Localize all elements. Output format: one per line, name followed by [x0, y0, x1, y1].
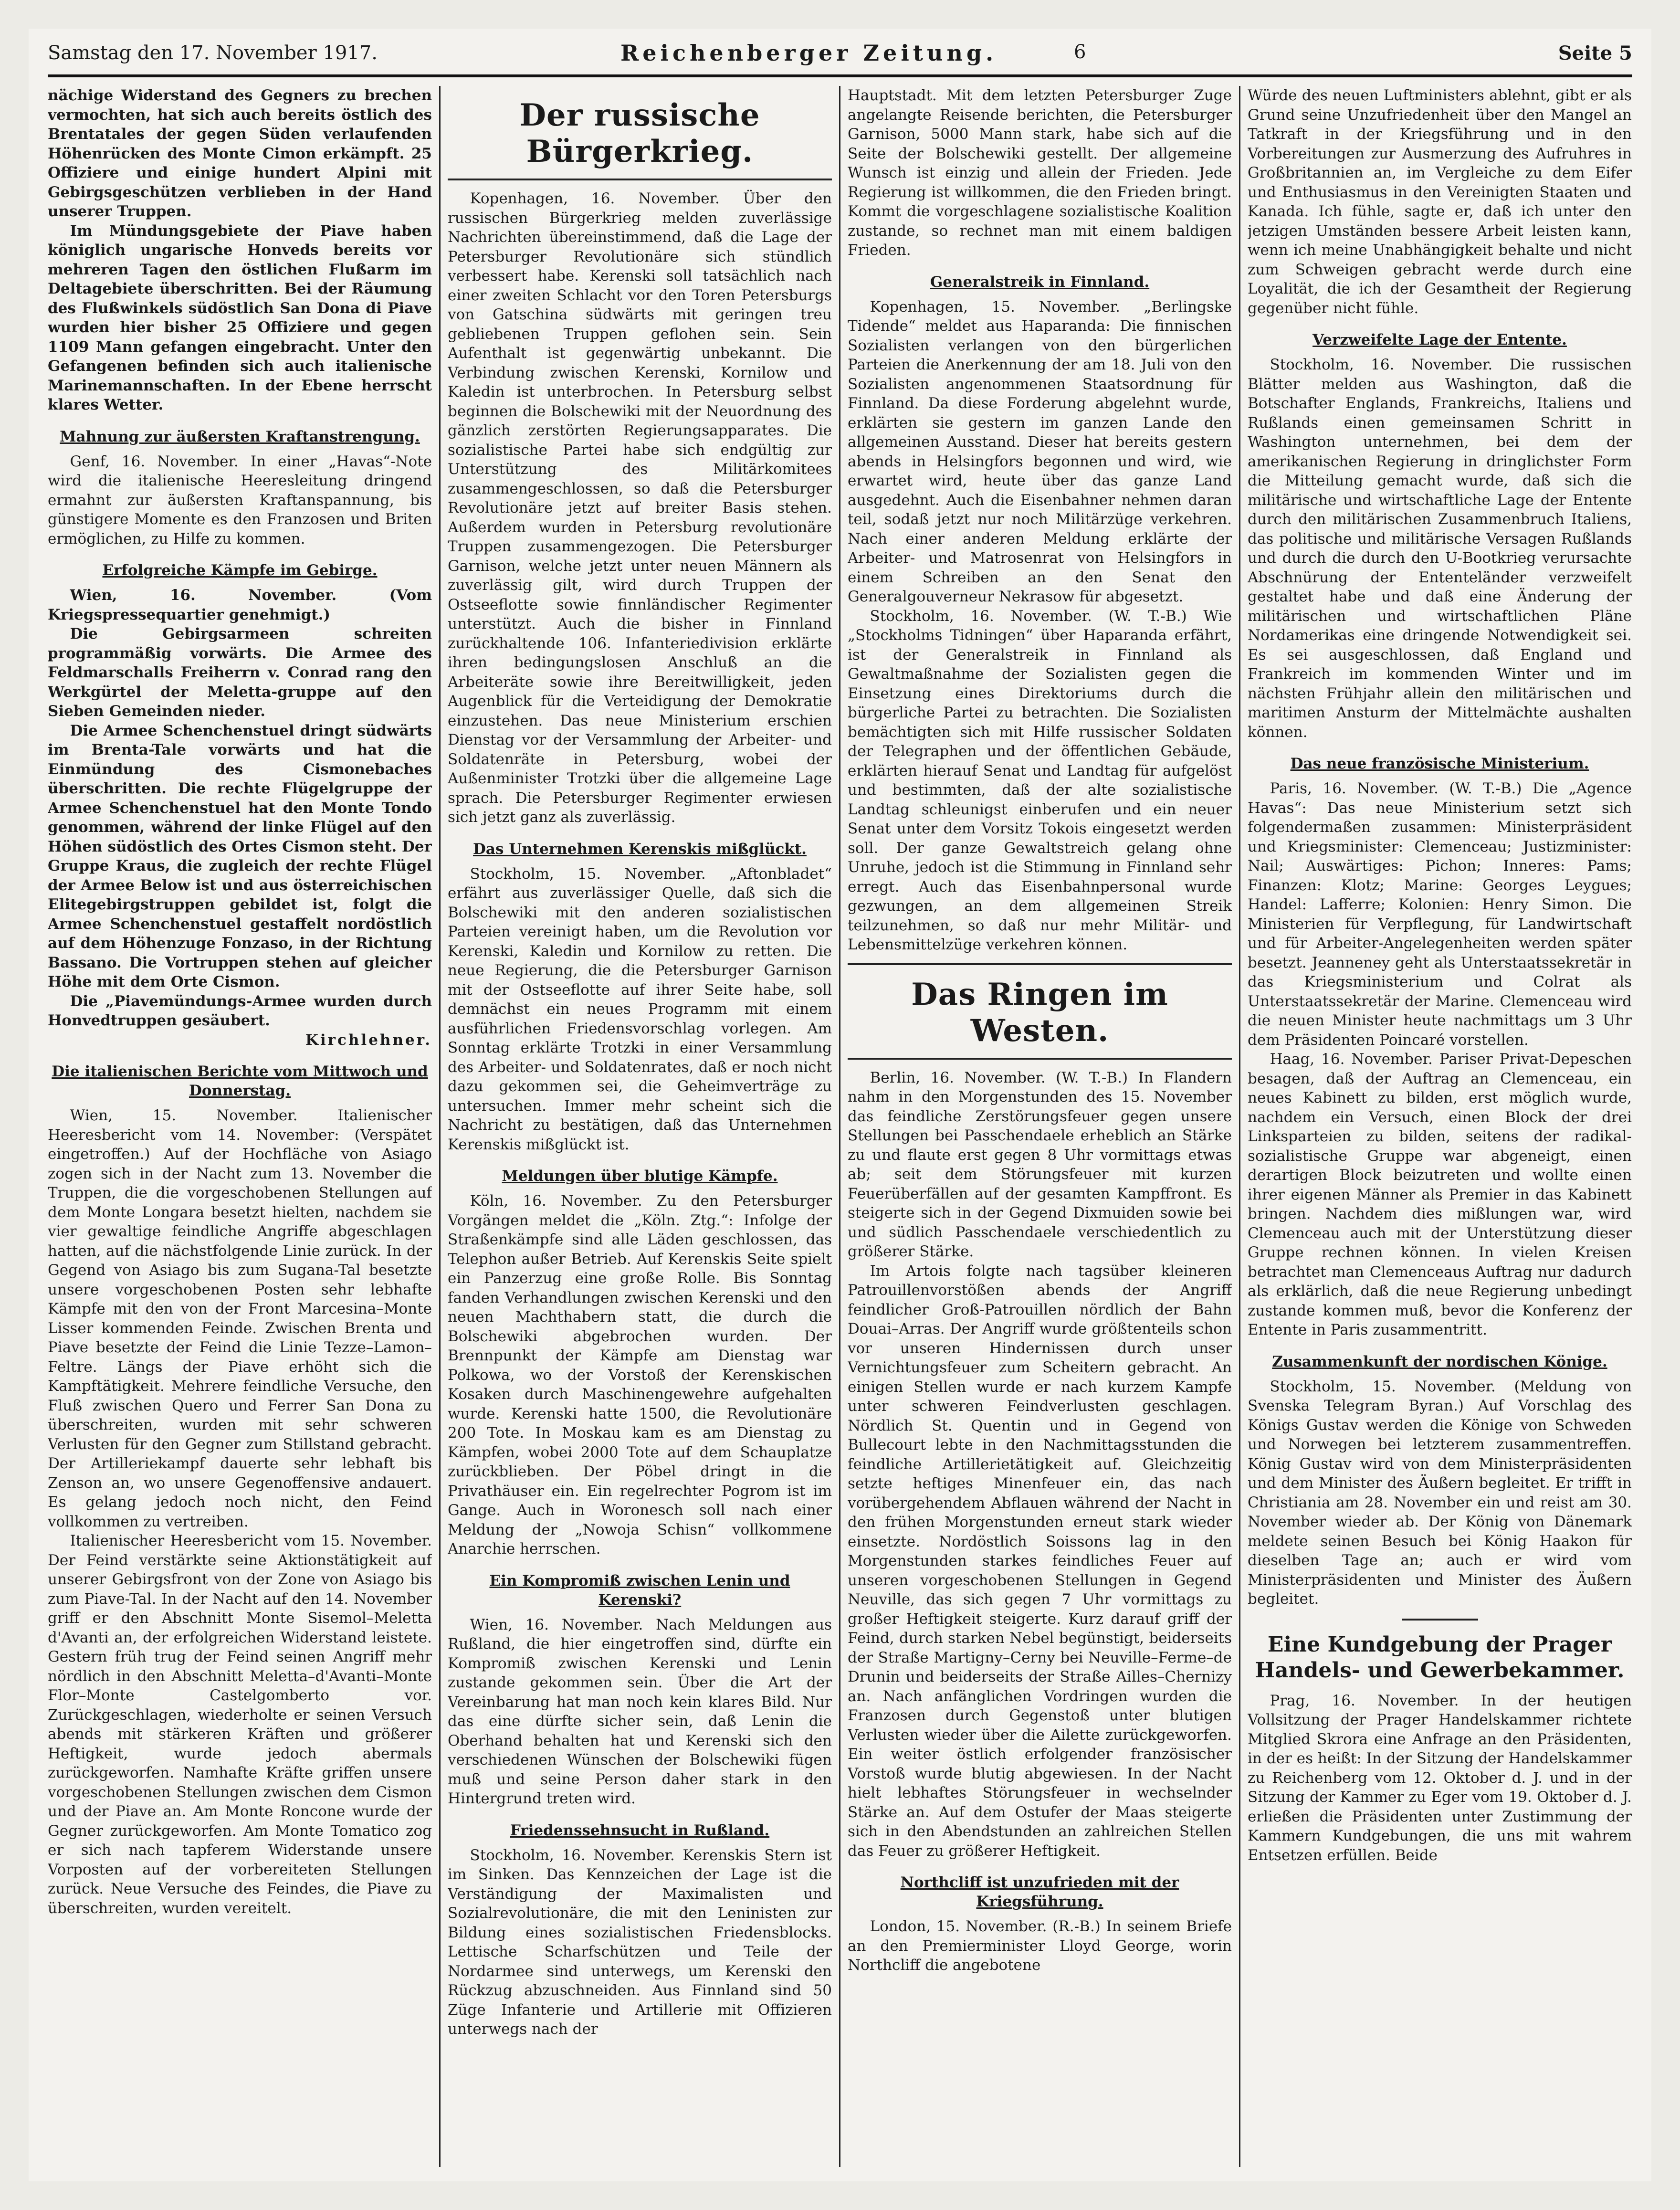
- article-paragraph: Italienischer Heeresbericht vom 15. November. Der Feind verstärkte seine Aktionstätigkeit auf unserer Gebirgsfront von der Zone von Asiago bis zum Piave-Tal. In der Nacht auf den 14. November griff er den Abschnitt Monte Sisemol–Meletta d'Avanti an, der erfolgreichen Widerstand leistete. Gestern früh trug der Feind seinen Angriff mehr nördlich in den Abschnitt Meletta–d'Avanti–Monte Flor–Monte Castelgomberto vor. Zurückgeschlagen, wiederholte er seinen Versuch abends mit stärkeren Kräften und größerer Heftigkeit, wurde jedoch abermals zurückgeworfen. Namhafte Kräfte griffen unsere vorgeschobenen Stellungen zwischen dem Cismon und der Piave an. Am Monte Roncone wurde der Gegner zurückgeworfen. Am Monte Tomatico zog er sich nach tapferem Widerstande unsere Vorposten auf der vorbereiteten Stellungen zurück. Neue Versuche des Feindes, die Piave zu überschreiten, wurden vereitelt.: [48, 1532, 432, 1917]
- article-paragraph: Haag, 16. November. Pariser Privat-Depeschen besagen, daß der Auftrag an Clemenceau, ein neues Kabinett zu bilden, erst möglich wurde, nachdem ein Versuch, einen Block der drei Linksparteien zu bilden, seitens der radikal-sozialistische Gruppe war abgeneigt, einen derartigen Block beizutreten und wollte einen ihrer eigenen Männer als Premier in das Kabinett bringen. Nachdem dies mißlungen war, wird Clemenceau auch mit der Unterstützung dieser Gruppe rechnen können. In vielen Kreisen betrachtet man Clemenceaus Auftrag nur dadurch als erklärlich, daß die neue Regierung unbedingt zustande kommen muß, bevor die Konferenz der Entente in Paris zusammentritt.: [1248, 1051, 1632, 1338]
- section-rule: [848, 963, 1232, 965]
- article-paragraph: Stockholm, 15. November. „Aftonbladet“ erfährt aus zuverlässiger Quelle, daß sich die Bolschewiki mit den anderen sozialistischen Parteien vereinigt haben, um die Revolution vor Kerenski, Kaledin und Kornilow zu retten. Die neue Regierung, die die Petersburger Garnison mit der Ostseeflotte auf ihrer Seite habe, soll demnächst ein neues Programm mit einem ausführlichen Friedensvorschlag vorlegen. Am Sonntag erklärte Trotzki in einer Versammlung des Arbeiter- und Soldatenrates, daß er noch nicht dazu gekommen sei, die Geheimverträge zu untersuchen. Immer mehr scheint sich die Nachricht zu bestätigen, daß das Unternehmen Kerenskis mißglückt ist.: [448, 865, 832, 1153]
- article-title: Das Ringen im Westen.: [911, 976, 1168, 1049]
- newspaper-page: [29, 29, 1651, 2181]
- page-number: Seite 5: [1558, 42, 1632, 64]
- article-paragraph: Kopenhagen, 15. November. „Berlingske Tidende“ meldet aus Haparanda: Die finnischen Sozialisten verlangen von den bürgerlichen Parteien die Anerkennung der am 18. Juli von den Sozialisten angenommenen Staatsordnung für Finnland. Da diese Forderung abgelehnt wurde, erklärten sie gestern im ganzen Lande den allgemeinen Ausstand. Dieser hat bereits gestern abends in Helsingfors begonnen und wird, wie erwartet wird, heute über das ganze Land ausgedehnt. Auch die Eisenbahner nehmen daran teil, sodaß jetzt nur noch Militärzüge verkehren. Nach einer anderen Meldung erklärte der Arbeiter- und Matrosenrat von Helsingfors in einem Schreiben an den Senat den Generalgouverneur Nekrasow für abgesetzt.: [848, 298, 1232, 605]
- article-heading: Erfolgreiche Kämpfe im Gebirge.: [102, 562, 378, 579]
- article-paragraph: Die Gebirgsarmeen schreiten programmäßig vorwärts. Die Armee des Feldmarschalls Freiherrn v. Conrad rang den Werkgürtel der Meletta-gruppe auf den Sieben Gemeinden nieder.: [48, 625, 432, 720]
- article-paragraph: Prag, 16. November. In der heutigen Vollsitzung der Prager Handelskammer richtete Mitglied Skrora eine Anfrage an den Präsidenten, in der es heißt: In der Sitzung der Handelskammer zu Reichenberg vom 12. Oktober d. J. und in der Sitzung der Kammer zu Eger vom 19. Oktober d. J. erließen die Präsidenten unter Zustimmung der Kammern Kundgebungen, die uns mit wahrem Entsetzen erfüllen. Beide: [1248, 1692, 1632, 1864]
- article-paragraph: Stockholm, 16. November. Kerenskis Stern ist im Sinken. Das Kennzeichen der Lage ist die Verständigung der Maximalisten und Sozialrevolutionäre, die mit den Leninisten zur Bildung eines sozialistischen Friedensblocks. Lettische Scharfschützen und Teile der Nordarmee sind unterwegs, um Kerenski den Rückzug abzuschneiden. Aus Finnland sind 50 Züge Infanterie und Artillerie mit Offizieren unterwegs nach der: [448, 1846, 832, 2038]
- article-heading: Friedenssehnsucht in Rußland.: [510, 1821, 770, 1839]
- article-paragraph: Die Armee Schenchenstuel dringt südwärts im Brenta-Tale vorwärts und hat die Einmündung des Cismonebaches überschritten. Die rechte Flügelgruppe der Armee Schenchenstuel hat den Monte Tondo genommen, während der linke Flügel auf den Höhen südöstlich des Ortes Cismon steht. Der Gruppe Kraus, die zugleich der rechte Flügel der Armee Below ist und aus österreichischen Elitegebirgstruppen gebildet ist, folgt die Armee Schenchenstuel gestaffelt nordöstlich auf dem Höhenzuge Fonzaso, in der Richtung Bassano. Die Vortruppen stehen auf gleicher Höhe mit dem Orte Cismon.: [48, 722, 432, 990]
- article-paragraph: nächige Widerstand des Gegners zu brechen vermochten, hat sich auch bereits östlich des Brentatales der gegen Süden verlaufenden Höhenrücken des Monte Cimon erkämpft. 25 Offiziere und einige hundert Alpini mit Gebirgsgeschützen verblieben in der Hand unserer Truppen.: [48, 87, 432, 220]
- article-paragraph: Stockholm, 16. November. Die russischen Blätter melden aus Washington, daß die Botschafter Englands, Frankreichs, Italiens und Rußlands einen gemeinsamen Schritt in Washington unternehmen, bei dem der amerikanischen Regierung in dringlichster Form die Mitteilung gemacht wurde, daß sich die militärische und wirtschaftliche Lage der Entente durch den militärischen Zusammenbruch Italiens, das politische und militärische Versagen Rußlands und durch die durch den U-Bootkrieg verursachte Abschnürung der Ententeländer verzweifelt gestaltet habe und daß eine Änderung der militärischen und wirtschaftlichen Pläne Nordamerikas eine dringende Notwendigkeit sei. Es sei ausgeschlossen, daß England und Frankreich im kommenden Winter und im nächsten Frühjahr allein den militärischen und maritimen Ansturm der Mittelmächte aushalten können.: [1248, 356, 1632, 741]
- article-paragraph: Wien, 15. November. Italienischer Heeresbericht vom 14. November: (Verspätet eingetroffen.) Auf der Hochfläche von Asiago zogen sich in der Nacht zum 13. November die Truppen, die die vorgeschobenen Stellungen auf dem Monte Longara besetzt hielten, nachdem sie vier gewaltige feindliche Angriffe abgeschlagen hatten, auf die nächstfolgende Linie zurück. In der Gegend von Asiago bis zum Sugana-Tal besetzte unsere vorgeschobenen Posten sehr lebhafte Kämpfe mit den von der Front Marcesina–Monte Lisser kommenden Feinde. Zwischen Brenta und Piave besetzte der Feind die Linie Tezze–Lamon–Feltre. Längs der Piave erhöht sich die Kampftätigkeit. Mehrere feindliche Versuche, den Fluß zwischen Quero und Ferrer San Dona zu überschreiten, wurden mit sehr schweren Verlusten für den Gegner zum Stillstand gebracht. Der Artilleriekampf dauerte sehr lebhaft bis Zenson an, wo unsere Gegenoffensive andauert. Es gelang jedoch noch nicht, den Feind vollkommen zu vertreiben.: [48, 1107, 432, 1530]
- article-title: Der russische Bürgerkrieg.: [519, 97, 760, 169]
- article-paragraph: Köln, 16. November. Zu den Petersburger Vorgängen meldet die „Köln. Ztg.“: Infolge der Straßenkämpfe sind alle Läden geschlossen, das Telephon außer Betrieb. Auf Kerenskis Seite spielt ein Panzerzug eine große Rolle. Bis Sonntag fanden Verhandlungen zwischen Kerenski und den neuen Machthabern statt, die durch die Bolschewiki abgebrochen wurden. Der Brennpunkt der Kämpfe am Dienstag war Polkowa, wo der Vorstoß der Kerenskischen Kosaken durch Maschinengewehre aufgehalten wurde. Kerenski hatte 1500, die Revolutionäre 200 Tote. In Moskau kam es am Dienstag zu Kämpfen, wobei 2000 Tote auf dem Schauplatze zurückblieben. Der Pöbel dringt in die Privathäuser ein. Ein regelrechter Pogrom ist im Gange. Auch in Woronesch soll nach einer Meldung der „Nowoja Schisn“ vollkommene Anarchie herrschen.: [448, 1192, 832, 1558]
- article-paragraph: Genf, 16. November. In einer „Havas“-Note wird die italienische Heeresleitung dringend ermahnt zur äußersten Kraftanspannung, bis günstigere Momente es den Franzosen und Briten ermöglichen, zu Hilfe zu kommen.: [48, 453, 432, 547]
- article-heading: Mahnung zur äußersten Kraftanstrengung.: [60, 428, 420, 445]
- article-paragraph: Wien, 16. November. (Vom Kriegspressequartier genehmigt.): [48, 587, 432, 623]
- article-heading: Das Unternehmen Kerenskis mißglückt.: [473, 840, 807, 858]
- article-heading: Zusammenkunft der nordischen Könige.: [1272, 1353, 1607, 1370]
- article-paragraph: Kopenhagen, 16. November. Über den russischen Bürgerkrieg melden zuverlässige Nachrichten übereinstimmend, daß die Lage der Petersburger Revolutionäre sich stündlich verbessert habe. Kerenski soll tatsächlich nach einer zweiten Schlacht vor den Toren Petersburgs von Gatschina südwärts mit geringen treu gebliebenen Truppen geflohen sein. Sein Aufenthalt ist gegenwärtig unbekannt. Die Verbindung zwischen Kerenski, Kornilow und Kaledin ist unterbrochen. In Petersburg selbst beginnen die Bolschewiki mit der Neuordnung des gänzlich zerstörten Regierungsapparates. Die sozialistische Partei habe sich endgültig zur Unterstützung des Militärkomitees zusammengeschlossen, so daß die Petersburger Revolutionäre jetzt auf breiter Basis stehen. Außerdem wurden in Petersburg revolutionäre Truppen zusammengezogen. Die Petersburger Garnison, welche jetzt unter neuen Männern als zuverlässig gilt, wird durch Truppen der Ostseeflotte sowie finnländischer Regimenter unterstützt. Auch die bisher in Finnland zurückhaltende 106. Infanteriedivision erklärte ihren bedingungslosen Anschluß an die Arbeiteräte sowie ihre Bereitwilligkeit, jeden Augenblick für die Verteidigung der Demokratie einzustehen. Das neue Ministerium erschien Dienstag vor der Versammlung der Arbeiter- und Soldatenräte in Petersburg, wobei der Außenminister Trotzki über die allgemeine Lage sprach. Die Petersburger Regimenter erwiesen sich jetzt ganz als zuverlässig.: [448, 190, 832, 826]
- column-4: [1248, 86, 1632, 2167]
- article-paragraph: Die „Piavemündungs-Armee wurden durch Honvedtruppen gesäubert.: [48, 992, 432, 1029]
- article-heading: Generalstreik in Finnland.: [930, 273, 1150, 291]
- article-paragraph: Im Mündungsgebiete der Piave haben königlich ungarische Honveds bereits vor mehreren Tagen den östlichen Flußarm im Deltagebiete überschritten. Bei der Räumung des Flußwinkels südöstlich San Dona di Piave wurden hier bisher 25 Offiziere und gegen 1109 Mann gefangen eingebracht. Unter den Gefangenen befinden sich auch italienische Marinemannschaften. In der Ebene herrscht klares Wetter.: [48, 222, 432, 413]
- newspaper-title: Reichenberger Zeitung.: [620, 40, 998, 66]
- article-heading: Meldungen über blutige Kämpfe.: [502, 1168, 778, 1185]
- title-rule: [848, 1058, 1232, 1060]
- article-paragraph: Berlin, 16. November. (W. T.-B.) In Flandern nahm in den Morgenstunden des 15. November das feindliche Zerstörungsfeuer gegen unsere Stellungen bei Passchendaele erheblich an Stärke zu und flaute erst gegen 8 Uhr vormittags etwas ab; seit dem Störungsfeuer mit kurzen Feuerüberfällen auf der gesamten Kampffront. Es steigerte sich in der Gegend Dixmuiden sowie bei und südlich Passchendaele verschiedentlich zu größerer Stärke.: [848, 1069, 1232, 1260]
- article-paragraph: Im Artois folgte nach tagsüber kleineren Patrouillenvorstößen abends der Angriff feindlicher Groß-Patrouillen nördlich der Bahn Douai–Arras. Der Angriff wurde größtenteils schon vor unseren Hindernissen durch unser Vernichtungsfeuer zum Scheitern gebracht. An einigen Stellen wurde er nach kurzem Kampfe unter schweren Feindverlusten geschlagen. Nördlich St. Quentin und in Gegend von Bullecourt lebte in den Nachmittagsstunden die feindliche Artillerietätigkeit auf. Gleichzeitig setzte heftiges Minenfeuer ein, das nach vorübergehendem Abflauen während der Nacht in den frühen Morgenstunden erneut stark wieder einsetzte. Nordöstlich Soissons lag in den Morgenstunden starkes feindliches Feuer auf unseren vorgeschobenen Stellungen in Gegend Neuville, das sich gegen 7 Uhr vormittags zu großer Heftigkeit steigerte. Kurz darauf griff der Feind, durch starken Nebel begünstigt, beiderseits der Straße Martigny–Cerny bei Neuville–Ferme–de Drunin und beiderseits der Straße Ailles–Chernizy an. Nach anfänglichen Vordringen wurden die Franzosen durch Gegenstoß unter blutigen Verlusten wieder über die Ailette zurückgeworfen. Ein weiter östlich erfolgender französischer Vorstoß wurde blutig abgewiesen. In der Nacht hielt lebhaftes Störungsfeuer in wechselnder Stärke an. Auf dem Ostufer der Maas steigerte sich in den Abendstunden an zahlreichen Stellen das Feuer zu größerer Heftigkeit.: [848, 1262, 1232, 1860]
- article-heading: Ein Kompromiß zwischen Lenin und Kerenski?: [489, 1572, 790, 1609]
- article-heading: Verzweifelte Lage der Entente.: [1312, 331, 1567, 348]
- column-separator: [1239, 86, 1240, 2167]
- article-signature: Kirchlehner.: [305, 1031, 432, 1049]
- column-3: [848, 86, 1232, 2167]
- article-paragraph: Paris, 16. November. (W. T.-B.) Die „Agence Havas“: Das neue Ministerium setzt sich folgendermaßen zusammen: Ministerpräsident und Kriegsminister: Clemenceau; Justizminister: Nail; Auswärtiges: Pichon; Inneres: Pams; Finanzen: Klotz; Marine: Georges Leygues; Handel: Lafferre; Kolonien: Henry Simon. Die Ministerien für Verpflegung, für Landwirtschaft und für Arbeiter-Angelegenheiten werden später besetzt. Jeanneney geht als Unterstaatssekretär in das Kriegsministerium und Colrat als Unterstaatssekretär der Marine. Clemenceau wird die neuen Minister heute nachmittags um 3 Uhr dem Präsidenten Poincaré vorstellen.: [1248, 780, 1632, 1049]
- article-heading: Die italienischen Berichte vom Mittwoch und Donnerstag.: [52, 1063, 428, 1099]
- header-mark: 6: [1074, 41, 1086, 63]
- column-2: [448, 86, 832, 2167]
- article-heading: Northcliff ist unzufrieden mit der Kriegsführung.: [900, 1874, 1179, 1910]
- article-heading: Das neue französische Ministerium.: [1290, 755, 1589, 772]
- page-header: [48, 38, 1632, 72]
- article-paragraph: Würde des neuen Luftministers ablehnt, gibt er als Grund seine Unzufriedenheit über den Mangel an Tatkraft in der Kriegsführung und in den Vorbereitungen zur Ausmerzung des Aufruhres in Großbritannien an, im Vergleiche zu dem Eifer und Enthusiasmus in den Vereinigten Staaten und Kanada. Ich fühle, sagte er, daß ich unter den jetzigen Umständen bessere Arbeit leisten kann, wenn ich meine Unabhängigkeit behalte und nicht zum Schweigen gebracht werde durch eine Loyalität, die ich der Gesamtheit der Regierung gegenüber nicht fühle.: [1248, 87, 1632, 317]
- column-1: [48, 86, 432, 2167]
- article-paragraph: Hauptstadt. Mit dem letzten Petersburger Zuge angelangte Reisende berichten, die Petersburger Garnison, 5000 Mann stark, habe sich auf die Seite der Bolschewiki gestellt. Der allgemeine Wunsch ist einzig und allein der Frieden. Jede Regierung ist willkommen, die den Frieden bringt. Kommt die vorgeschlagene sozialistische Koalition zustande, so rechnet man mit einem baldigen Frieden.: [848, 87, 1232, 259]
- section-rule: [1402, 1619, 1478, 1621]
- title-rule: [448, 179, 832, 180]
- article-paragraph: Stockholm, 15. November. (Meldung von Svenska Telegram Byran.) Auf Vorschlag des Königs Gustav werden die Könige von Schweden und Norwegen bei letzterem zusammentreffen. König Gustav wird von dem Ministerpräsidenten und dem Minister des Äußern begleitet. Er trifft in Christiania am 28. November ein und reist am 30. November wieder ab. Der König von Dänemark meldete seinen Besuch bei König Haakon für dieselben Tage an; auch er wird vom Ministerpräsidenten und Minister des Äußern begleitet.: [1248, 1378, 1632, 1608]
- column-separator: [839, 86, 840, 2167]
- column-separator: [439, 86, 441, 2167]
- article-paragraph: Stockholm, 16. November. (W. T.-B.) Wie „Stockholms Tidningen“ über Haparanda erfährt, ist der Generalstreik in Finnland als Gewaltmaßnahme der Sozialisten gegen die Einsetzung eines Direktoriums durch die bürgerliche Partei zu betrachten. Die Sozialisten bemächtigten sich mit Hilfe russischer Soldaten der Telegraphen und der öffentlichen Gebäude, erklärten hierauf Senat und Landtag für aufgelöst und bestimmten, daß der alte sozialistische Landtag schleunigst einberufen und ein neuer Senat unter dem Vorsitz Tokois eingesetzt werden soll. Der ganze Gewaltstreich gelang ohne Unruhe, jedoch ist die Stimmung in Finnland sehr erregt. Auch das Eisenbahnpersonal wurde gezwungen, an dem allgemeinen Streik teilzunehmen, so daß nur mehr Militär- und Lebensmittelzüge verkehren können.: [848, 607, 1232, 953]
- header-date: Samstag den 17. November 1917.: [48, 42, 378, 64]
- article-paragraph: Wien, 16. November. Nach Meldungen aus Rußland, die hier eingetroffen sind, dürfte ein Kompromiß zwischen Kerenski und Lenin zustande gekommen sein. Über die Art der Vereinbarung hat man noch kein klares Bild. Nur das eine dürfte sicher sein, daß Lenin die Oberhand behalten hat und Kerenski sich den verschiedenen Wünschen der Bolschewiki fügen muß und seine Person daher stark in den Hintergrund treten wird.: [448, 1616, 832, 1807]
- header-rule: [48, 74, 1632, 77]
- article-title: Eine Kundgebung der Prager Handels- und Gewerbekammer.: [1255, 1632, 1625, 1683]
- article-paragraph: London, 15. November. (R.-B.) In seinem Briefe an den Premierminister Lloyd George, worin Northcliff die angebotene: [848, 1918, 1232, 1974]
